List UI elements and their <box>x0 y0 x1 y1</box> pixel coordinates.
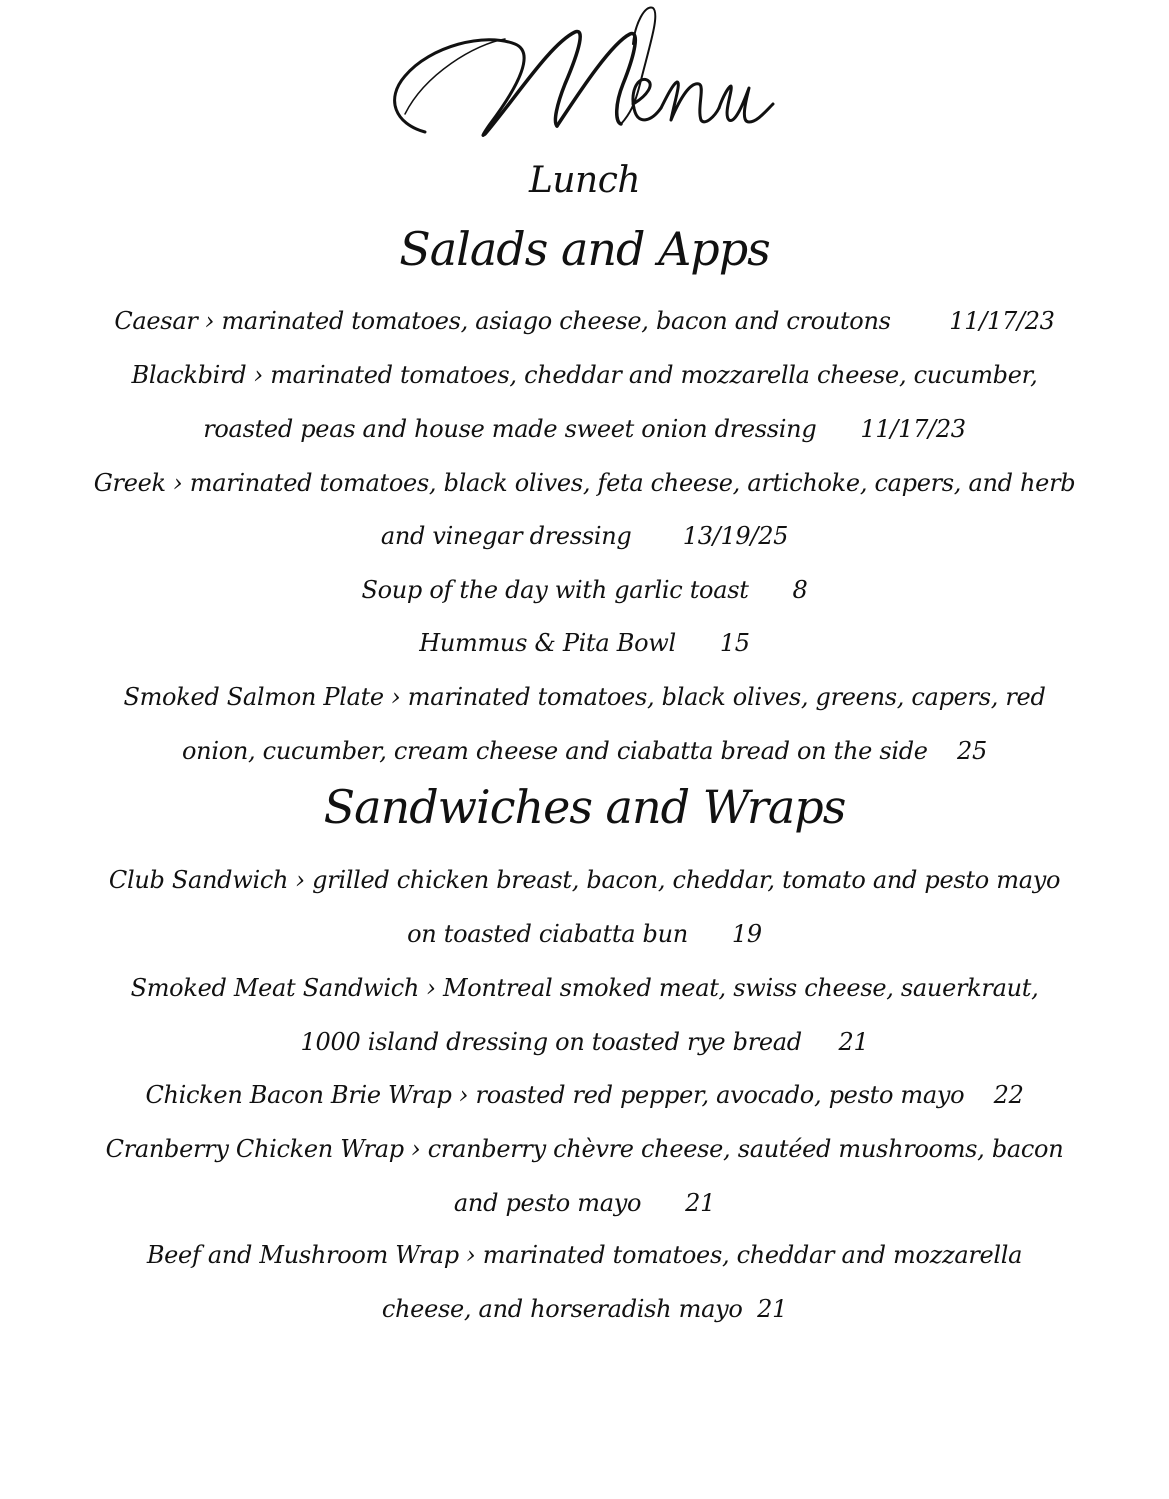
menu-item-chicken-bacon-brie: Chicken Bacon Brie Wrap › roasted red pepper, avocado, pesto mayo 22 <box>145 1081 1024 1109</box>
section-title-salads: Salads and Apps <box>399 222 770 276</box>
menu-item-beef-mushroom-line-1: Beef and Mushroom Wrap › marinated tomatoes, cheddar and mozzarella <box>146 1241 1023 1269</box>
menu-item-blackbird-line-1: Blackbird › marinated tomatoes, cheddar and mozzarella cheese, cucumber, <box>131 361 1038 389</box>
menu-script-logo-icon <box>385 4 785 144</box>
menu-item-smoked-meat-line-2: 1000 island dressing on toasted rye bread 21 <box>300 1028 869 1056</box>
menu-item-salmon-line-1: Smoked Salmon Plate › marinated tomatoes, black olives, greens, capers, red <box>123 683 1046 711</box>
menu-item-club-line-1: Club Sandwich › grilled chicken breast, bacon, cheddar, tomato and pesto mayo <box>108 866 1061 894</box>
menu-item-greek-line-1: Greek › marinated tomatoes, black olives, feta cheese, artichoke, capers, and herb <box>93 469 1076 497</box>
menu-item-club-line-2: on toasted ciabatta bun 19 <box>407 920 762 948</box>
menu-item-caesar: Caesar › marinated tomatoes, asiago cheese, bacon and croutons 11/17/23 <box>114 307 1055 335</box>
meal-title: Lunch <box>528 160 641 201</box>
menu-item-greek-line-2: and vinegar dressing 13/19/25 <box>380 522 789 550</box>
menu-item-beef-mushroom-line-2: cheese, and horseradish mayo 21 <box>381 1295 788 1323</box>
menu-item-soup: Soup of the day with garlic toast 8 <box>361 576 808 604</box>
menu-item-cranberry-line-1: Cranberry Chicken Wrap › cranberry chèvre cheese, sautéed mushrooms, bacon <box>105 1135 1064 1163</box>
menu-item-smoked-meat-line-1: Smoked Meat Sandwich › Montreal smoked meat, swiss cheese, sauerkraut, <box>130 974 1039 1002</box>
menu-item-hummus: Hummus & Pita Bowl 15 <box>419 629 750 657</box>
menu-logo <box>0 4 1169 144</box>
menu-item-salmon-line-2: onion, cucumber, cream cheese and ciabatta bread on the side 25 <box>182 737 987 765</box>
menu-item-blackbird-line-2: roasted peas and house made sweet onion dressing 11/17/23 <box>203 415 966 443</box>
menu-item-cranberry-line-2: and pesto mayo 21 <box>453 1189 716 1217</box>
section-title-sandwiches: Sandwiches and Wraps <box>323 780 846 834</box>
